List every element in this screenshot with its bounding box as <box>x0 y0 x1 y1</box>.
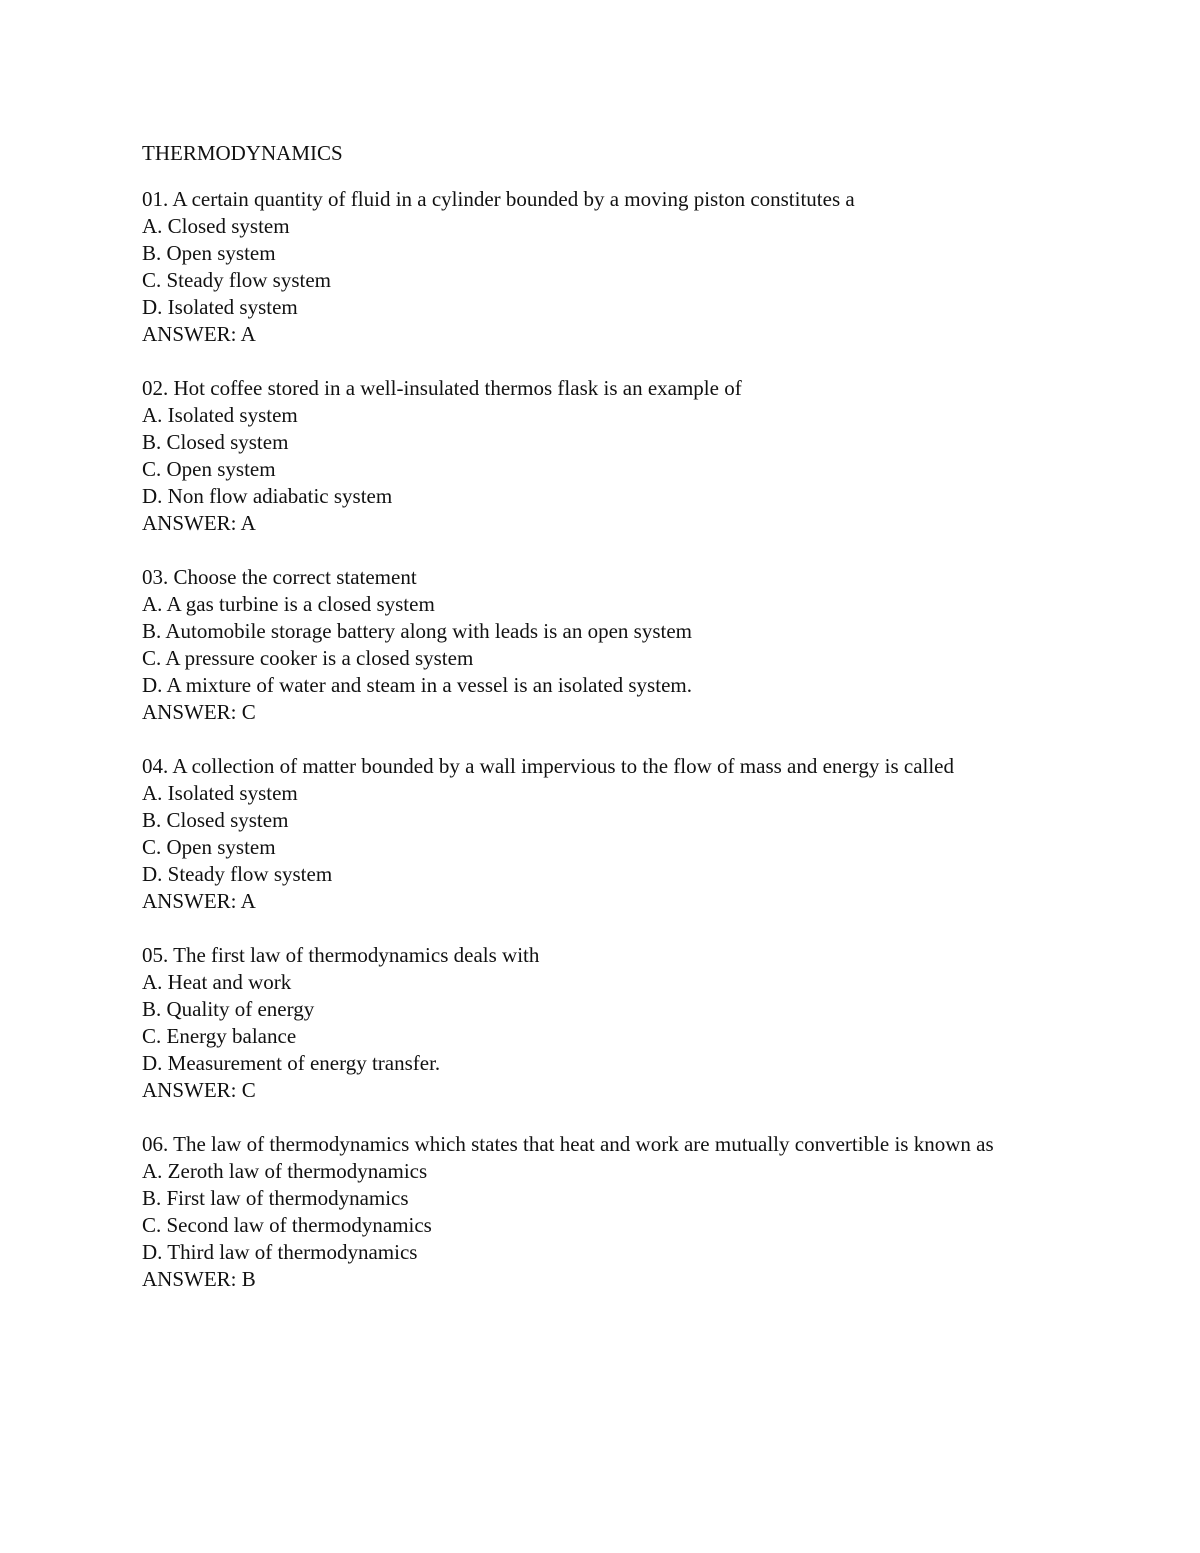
question-prompt: 04. A collection of matter bounded by a wall impervious to the flow of mass and energy is called <box>142 754 955 778</box>
answer-option-c: C. Steady flow system <box>142 268 331 292</box>
answer-option-a: A. Isolated system <box>142 403 298 427</box>
question-prompt: 03. Choose the correct statement <box>142 565 417 589</box>
answer-option-a: A. Zeroth law of thermodynamics <box>142 1159 428 1183</box>
question-01 <box>142 186 1072 348</box>
answer-option-c: C. Second law of thermodynamics <box>142 1213 432 1237</box>
question-answer: ANSWER: A <box>142 322 256 346</box>
question-05 <box>142 942 1072 1104</box>
question-prompt: 02. Hot coffee stored in a well-insulated thermos flask is an example of <box>142 376 742 400</box>
answer-option-c: C. Open system <box>142 457 276 481</box>
answer-option-b: B. Automobile storage battery along with leads is an open system <box>142 619 692 643</box>
question-06 <box>142 1131 1072 1293</box>
answer-option-d: D. Non flow adiabatic system <box>142 484 393 508</box>
answer-option-a: A. Heat and work <box>142 970 292 994</box>
question-02 <box>142 375 1072 537</box>
answer-option-d: D. Third law of thermodynamics <box>142 1240 418 1264</box>
question-answer: ANSWER: C <box>142 1078 256 1102</box>
question-answer: ANSWER: B <box>142 1267 256 1291</box>
answer-option-b: B. Open system <box>142 241 276 265</box>
answer-option-a: A. A gas turbine is a closed system <box>142 592 435 616</box>
question-prompt: 06. The law of thermodynamics which states that heat and work are mutually convertible is known as <box>142 1132 994 1156</box>
document-content <box>142 140 1072 1320</box>
answer-option-b: B. Quality of energy <box>142 997 315 1021</box>
answer-option-d: D. A mixture of water and steam in a vessel is an isolated system. <box>142 673 692 697</box>
question-prompt: 05. The first law of thermodynamics deals with <box>142 943 540 967</box>
answer-option-a: A. Isolated system <box>142 781 298 805</box>
answer-option-d: D. Measurement of energy transfer. <box>142 1051 441 1075</box>
answer-option-b: B. Closed system <box>142 808 289 832</box>
document-title: THERMODYNAMICS <box>142 141 343 165</box>
question-answer: ANSWER: A <box>142 889 256 913</box>
question-answer: ANSWER: A <box>142 511 256 535</box>
question-03 <box>142 564 1072 726</box>
question-answer: ANSWER: C <box>142 700 256 724</box>
answer-option-d: D. Isolated system <box>142 295 298 319</box>
answer-option-a: A. Closed system <box>142 214 290 238</box>
answer-option-b: B. First law of thermodynamics <box>142 1186 409 1210</box>
answer-option-c: C. A pressure cooker is a closed system <box>142 646 474 670</box>
question-04 <box>142 753 1072 915</box>
answer-option-c: C. Open system <box>142 835 276 859</box>
answer-option-b: B. Closed system <box>142 430 289 454</box>
answer-option-c: C. Energy balance <box>142 1024 297 1048</box>
answer-option-d: D. Steady flow system <box>142 862 333 886</box>
question-prompt: 01. A certain quantity of fluid in a cylinder bounded by a moving piston constitutes a <box>142 187 855 211</box>
